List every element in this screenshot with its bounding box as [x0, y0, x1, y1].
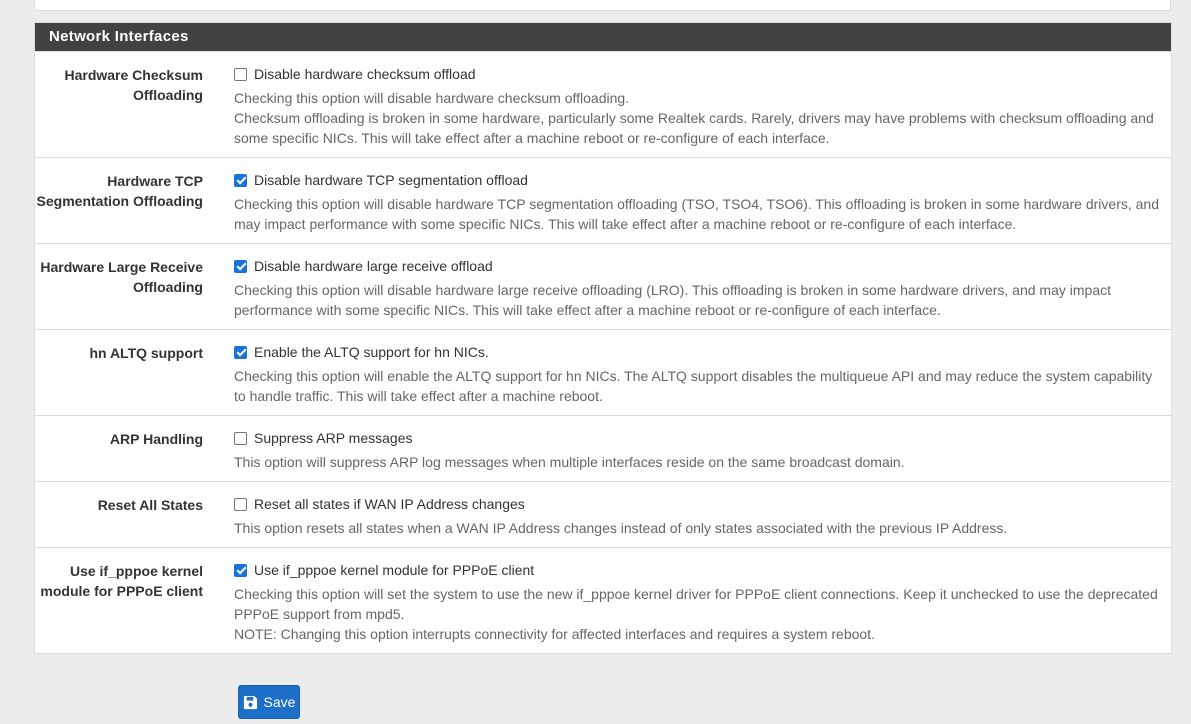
lro-option[interactable]	[234, 256, 1163, 276]
save-button[interactable]	[238, 685, 300, 719]
network-interfaces-panel	[34, 22, 1172, 654]
help-text: Checking this option will disable hardware checksum offloading. Checksum offloading is broken in some hardware, particularly some Realtek cards. Rarely, drivers may have problems with checksum offloading and some specific NICs. This will take effect after a machine reboot or re-configure of each interface.	[234, 90, 1154, 146]
previous-panel-bottom	[34, 0, 1171, 11]
row-if-pppoe	[35, 547, 1171, 653]
row-hardware-large-receive	[35, 243, 1171, 329]
help-text: This option will suppress ARP log messages when multiple interfaces reside on the same broadcast domain.	[234, 454, 905, 470]
lro-checkbox[interactable]	[234, 260, 247, 273]
row-hardware-checksum	[35, 51, 1171, 157]
if-pppoe-checkbox[interactable]	[234, 564, 247, 577]
panel-title: Network Interfaces	[35, 23, 1171, 51]
row-label: Hardware Checksum Offloading	[64, 67, 203, 103]
row-label: Hardware Large Receive Offloading	[40, 259, 203, 295]
arp-checkbox[interactable]	[234, 432, 247, 445]
floppy-disk-icon	[243, 695, 258, 710]
reset-states-option[interactable]	[234, 494, 1163, 514]
checkbox-label[interactable]: Disable hardware TCP segmentation offload	[254, 172, 528, 188]
save-label[interactable]: Save	[263, 694, 296, 710]
row-label: Use if_pppoe kernel module for PPPoE client	[40, 563, 203, 599]
row-hardware-tcp-segmentation	[35, 157, 1171, 243]
help-text: Checking this option will disable hardware large receive offloading (LRO). This offloading is broken in some hardware drivers, and may impact performance with some specific NICs. This will take effect after a machine reboot or re-configure of each interface.	[234, 282, 1111, 318]
row-label: Reset All States	[97, 497, 203, 513]
tso-checkbox[interactable]	[234, 174, 247, 187]
help-text: This option resets all states when a WAN IP Address changes instead of only states associated with the previous IP Address.	[234, 520, 1008, 536]
checkbox-label[interactable]: Disable hardware large receive offload	[254, 258, 493, 274]
row-hn-altq	[35, 329, 1171, 415]
hn-altq-option[interactable]	[234, 342, 1163, 362]
tso-option[interactable]	[234, 170, 1163, 190]
checksum-offload-option[interactable]	[234, 64, 1163, 84]
row-reset-all-states	[35, 481, 1171, 547]
row-label: hn ALTQ support	[89, 345, 203, 361]
checkbox-label[interactable]: Disable hardware checksum offload	[254, 66, 476, 82]
if-pppoe-option[interactable]	[234, 560, 1163, 580]
reset-states-checkbox[interactable]	[234, 498, 247, 511]
hn-altq-checkbox[interactable]	[234, 346, 247, 359]
checkbox-label[interactable]: Reset all states if WAN IP Address changes	[254, 496, 525, 512]
checkbox-label[interactable]: Suppress ARP messages	[254, 430, 413, 446]
row-label: ARP Handling	[109, 431, 203, 447]
checksum-offload-checkbox[interactable]	[234, 68, 247, 81]
help-text: Checking this option will disable hardware TCP segmentation offloading (TSO, TSO4, TSO6). This offloading is broken in some hardware drivers, and may impact performance with some specific NICs. This will take effect after a machine reboot or re-configure of each interface.	[234, 196, 1159, 232]
row-arp-handling	[35, 415, 1171, 481]
checkbox-label[interactable]: Use if_pppoe kernel module for PPPoE client	[254, 562, 535, 578]
help-text: Checking this option will set the system to use the new if_pppoe kernel driver for PPPoE client connections. Keep it unchecked to use the deprecated PPPoE support from mpd5. NOTE: Changing this option interrupts connectivity for affected interfaces and requires a system reboot.	[234, 586, 1158, 642]
checkbox-label[interactable]: Enable the ALTQ support for hn NICs.	[254, 344, 489, 360]
arp-option[interactable]	[234, 428, 1163, 448]
row-label: Hardware TCP Segmentation Offloading	[36, 173, 203, 209]
help-text: Checking this option will enable the ALTQ support for hn NICs. The ALTQ support disables the multiqueue API and may reduce the system capability to handle traffic. This will take effect after a machine reboot.	[234, 368, 1153, 404]
